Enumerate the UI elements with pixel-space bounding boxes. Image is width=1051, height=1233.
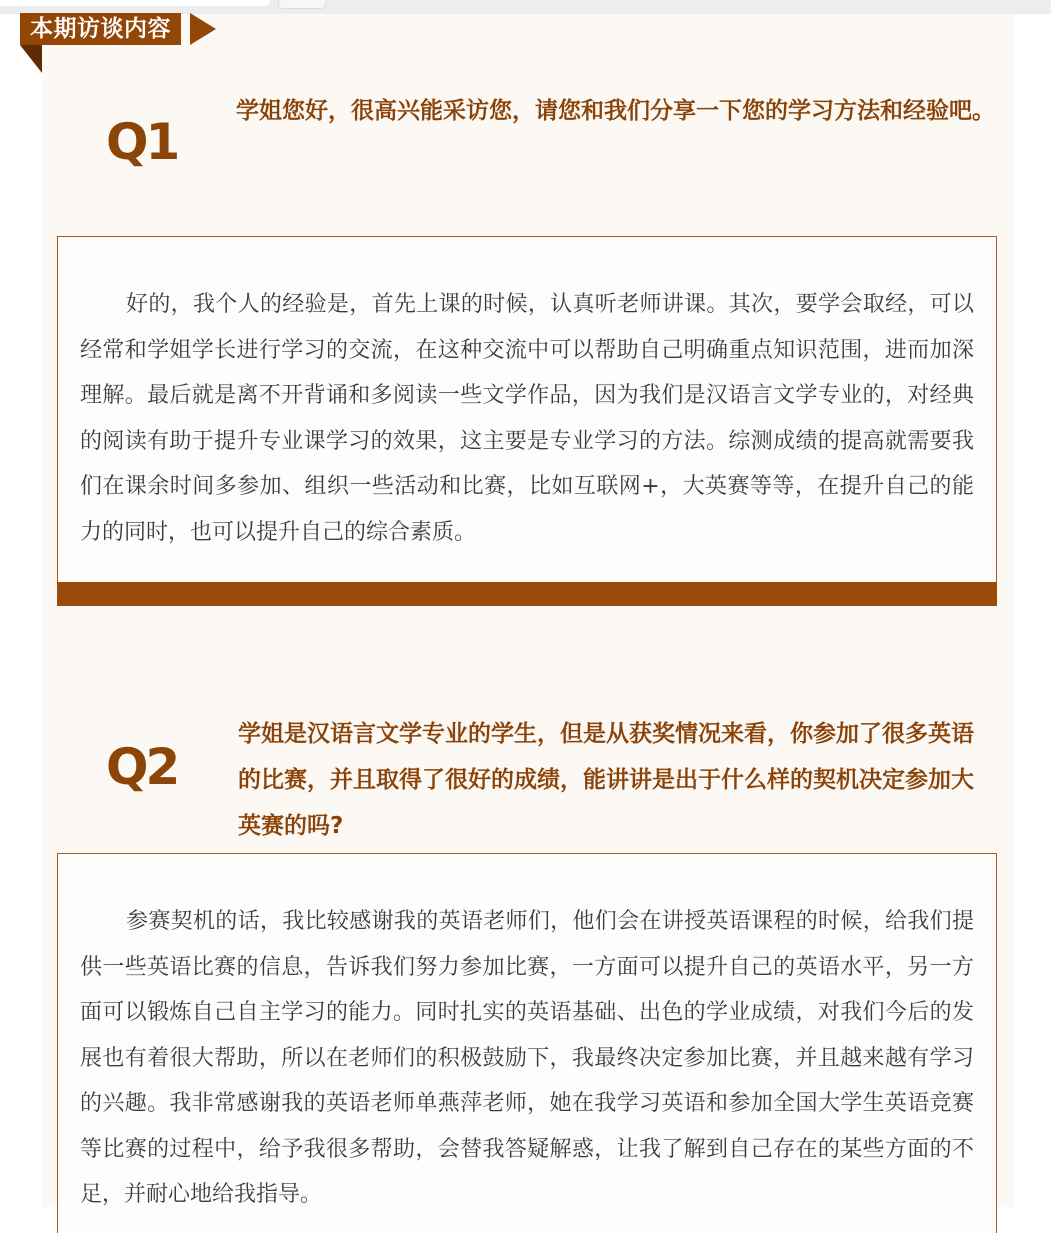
answer-text-q1: 好的，我个人的经验是，首先上课的时候，认真听老师讲课。其次，要学会取经，可以经常和学姐学长进行学习的交流，在这种交流中可以帮助自己明确重点知识范围，进而加深理解。最后就是离不开背诵和多阅读一些文学作品，因为我们是汉语言文学专业的，对经典的阅读有助于提升专业课学习的效果，这主要是专业学习的方法。综测成绩的提高就需要我们在课余时间多参加、组织一些活动和比赛，比如互联网+，大英赛等等，在提升自己的能力的同时，也可以提升自己的综合素质。: [80, 292, 974, 545]
question-number-q1: Q1: [106, 113, 178, 171]
question-number-q2: Q2: [106, 738, 178, 796]
question-text-q2: 学姐是汉语言文学专业的学生，但是从获奖情况来看，你参加了很多英语的比赛，并且取得了很好的成绩，能讲讲是出于什么样的契机决定参加大英赛的吗?: [238, 721, 974, 839]
banner-arrow-decoration: [190, 13, 216, 45]
browser-top-bar: [0, 0, 1051, 14]
answer-box-q1: [57, 236, 997, 606]
answer-box-footer-bar: [57, 582, 997, 606]
browser-tab[interactable]: [0, 0, 270, 6]
banner-fold-decoration: [20, 45, 42, 73]
browser-tab-button[interactable]: [278, 0, 326, 9]
answer-box-q2: [57, 853, 997, 1233]
question-text-q1: 学姐您好，很高兴能采访您，请您和我们分享一下您的学习方法和经验吧。: [236, 98, 995, 124]
answer-text-q2: 参赛契机的话，我比较感谢我的英语老师们，他们会在讲授英语课程的时候，给我们提供一些英语比赛的信息，告诉我们努力参加比赛，一方面可以提升自己的英语水平，另一方面可以锻炼自己自主学习的能力。同时扎实的英语基础、出色的学业成绩，对我们今后的发展也有着很大帮助，所以在老师们的积极鼓励下，我最终决定参加比赛，并且越来越有学习的兴趣。我非常感谢我的英语老师单燕萍老师，她在我学习英语和参加全国大学生英语竞赛等比赛的过程中，给予我很多帮助，会替我答疑解惑，让我了解到自己存在的某些方面的不足，并耐心地给我指导。: [80, 909, 974, 1207]
section-title-banner: 本期访谈内容: [20, 13, 181, 45]
